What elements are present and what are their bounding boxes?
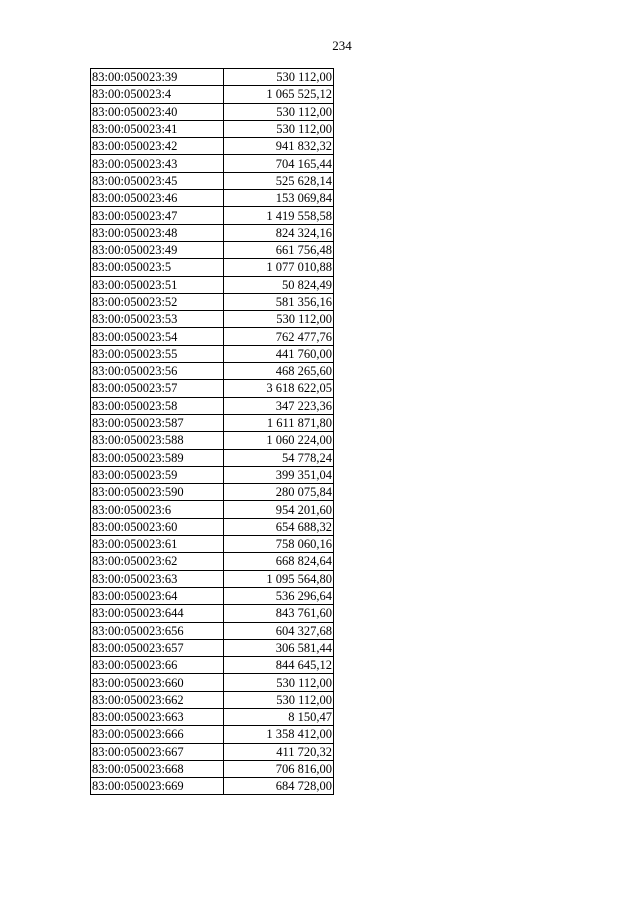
cadastral-number-cell: 83:00:050023:5 bbox=[91, 259, 224, 276]
cadastral-number-cell: 83:00:050023:660 bbox=[91, 674, 224, 691]
table-row bbox=[91, 466, 334, 483]
cadastral-number-cell: 83:00:050023:48 bbox=[91, 224, 224, 241]
table-row bbox=[91, 397, 334, 414]
cadastral-value-cell: 1 065 525,12 bbox=[224, 86, 334, 103]
table-row bbox=[91, 380, 334, 397]
table-row bbox=[91, 103, 334, 120]
cadastral-value-cell: 3 618 622,05 bbox=[224, 380, 334, 397]
cadastral-number-cell: 83:00:050023:66 bbox=[91, 657, 224, 674]
table-row bbox=[91, 639, 334, 656]
cadastral-number-cell: 83:00:050023:669 bbox=[91, 778, 224, 795]
cadastral-value-cell: 530 112,00 bbox=[224, 120, 334, 137]
cadastral-number-cell: 83:00:050023:60 bbox=[91, 518, 224, 535]
table-row bbox=[91, 155, 334, 172]
table-row bbox=[91, 138, 334, 155]
cadastral-value-cell: 581 356,16 bbox=[224, 293, 334, 310]
cadastral-number-cell: 83:00:050023:40 bbox=[91, 103, 224, 120]
cadastral-number-cell: 83:00:050023:41 bbox=[91, 120, 224, 137]
table-row bbox=[91, 207, 334, 224]
cadastral-number-cell: 83:00:050023:56 bbox=[91, 363, 224, 380]
table-row bbox=[91, 432, 334, 449]
cadastral-value-cell: 954 201,60 bbox=[224, 501, 334, 518]
cadastral-number-cell: 83:00:050023:51 bbox=[91, 276, 224, 293]
cadastral-number-cell: 83:00:050023:667 bbox=[91, 743, 224, 760]
table-row bbox=[91, 293, 334, 310]
cadastral-number-cell: 83:00:050023:53 bbox=[91, 311, 224, 328]
cadastral-value-cell: 1 611 871,80 bbox=[224, 414, 334, 431]
cadastral-number-cell: 83:00:050023:49 bbox=[91, 241, 224, 258]
table-row bbox=[91, 86, 334, 103]
table-row bbox=[91, 276, 334, 293]
cadastral-value-cell: 441 760,00 bbox=[224, 345, 334, 362]
cadastral-value-cell: 706 816,00 bbox=[224, 760, 334, 777]
cadastral-number-cell: 83:00:050023:64 bbox=[91, 587, 224, 604]
table-row bbox=[91, 311, 334, 328]
page-number: 234 bbox=[332, 38, 352, 53]
cadastral-value-cell: 54 778,24 bbox=[224, 449, 334, 466]
cadastral-value-cell: 50 824,49 bbox=[224, 276, 334, 293]
cadastral-number-cell: 83:00:050023:588 bbox=[91, 432, 224, 449]
table-row bbox=[91, 69, 334, 86]
table-row bbox=[91, 657, 334, 674]
cadastral-value-cell: 306 581,44 bbox=[224, 639, 334, 656]
cadastral-value-cell: 704 165,44 bbox=[224, 155, 334, 172]
cadastral-value-cell: 468 265,60 bbox=[224, 363, 334, 380]
cadastral-number-cell: 83:00:050023:657 bbox=[91, 639, 224, 656]
cadastral-number-cell: 83:00:050023:39 bbox=[91, 69, 224, 86]
table-row bbox=[91, 708, 334, 725]
cadastral-value-cell: 411 720,32 bbox=[224, 743, 334, 760]
table-row bbox=[91, 587, 334, 604]
cadastral-value-cell: 824 324,16 bbox=[224, 224, 334, 241]
cadastral-value-cell: 530 112,00 bbox=[224, 674, 334, 691]
cadastral-value-cell: 604 327,68 bbox=[224, 622, 334, 639]
cadastral-number-cell: 83:00:050023:59 bbox=[91, 466, 224, 483]
cadastral-number-cell: 83:00:050023:644 bbox=[91, 605, 224, 622]
table-row bbox=[91, 518, 334, 535]
table-row bbox=[91, 536, 334, 553]
cadastral-value-cell: 1 077 010,88 bbox=[224, 259, 334, 276]
cadastral-number-cell: 83:00:050023:662 bbox=[91, 691, 224, 708]
cadastral-value-cell: 668 824,64 bbox=[224, 553, 334, 570]
cadastral-value-cell: 530 112,00 bbox=[224, 311, 334, 328]
table-row bbox=[91, 501, 334, 518]
cadastral-number-cell: 83:00:050023:590 bbox=[91, 484, 224, 501]
table-row bbox=[91, 726, 334, 743]
cadastral-number-cell: 83:00:050023:589 bbox=[91, 449, 224, 466]
cadastral-value-cell: 530 112,00 bbox=[224, 691, 334, 708]
cadastral-number-cell: 83:00:050023:57 bbox=[91, 380, 224, 397]
cadastral-number-cell: 83:00:050023:62 bbox=[91, 553, 224, 570]
table-row bbox=[91, 190, 334, 207]
cadastral-value-cell: 530 112,00 bbox=[224, 103, 334, 120]
cadastral-value-cell: 684 728,00 bbox=[224, 778, 334, 795]
table-row bbox=[91, 605, 334, 622]
cadastral-number-cell: 83:00:050023:4 bbox=[91, 86, 224, 103]
cadastral-value-cell: 280 075,84 bbox=[224, 484, 334, 501]
cadastral-value-table bbox=[90, 68, 334, 795]
cadastral-number-cell: 83:00:050023:45 bbox=[91, 172, 224, 189]
cadastral-number-cell: 83:00:050023:6 bbox=[91, 501, 224, 518]
table-row bbox=[91, 674, 334, 691]
cadastral-value-cell: 654 688,32 bbox=[224, 518, 334, 535]
cadastral-number-cell: 83:00:050023:52 bbox=[91, 293, 224, 310]
cadastral-number-cell: 83:00:050023:54 bbox=[91, 328, 224, 345]
cadastral-number-cell: 83:00:050023:42 bbox=[91, 138, 224, 155]
cadastral-value-cell: 758 060,16 bbox=[224, 536, 334, 553]
table-row bbox=[91, 259, 334, 276]
table-row bbox=[91, 345, 334, 362]
table-row bbox=[91, 328, 334, 345]
cadastral-value-cell: 530 112,00 bbox=[224, 69, 334, 86]
cadastral-value-cell: 844 645,12 bbox=[224, 657, 334, 674]
table-row bbox=[91, 241, 334, 258]
table-row bbox=[91, 414, 334, 431]
cadastral-value-cell: 1 095 564,80 bbox=[224, 570, 334, 587]
cadastral-number-cell: 83:00:050023:47 bbox=[91, 207, 224, 224]
cadastral-value-cell: 1 358 412,00 bbox=[224, 726, 334, 743]
table-row bbox=[91, 484, 334, 501]
cadastral-value-cell: 536 296,64 bbox=[224, 587, 334, 604]
cadastral-value-cell: 1 060 224,00 bbox=[224, 432, 334, 449]
cadastral-value-cell: 661 756,48 bbox=[224, 241, 334, 258]
cadastral-number-cell: 83:00:050023:46 bbox=[91, 190, 224, 207]
cadastral-number-cell: 83:00:050023:63 bbox=[91, 570, 224, 587]
cadastral-number-cell: 83:00:050023:43 bbox=[91, 155, 224, 172]
table-row bbox=[91, 120, 334, 137]
cadastral-value-cell: 525 628,14 bbox=[224, 172, 334, 189]
cadastral-number-cell: 83:00:050023:587 bbox=[91, 414, 224, 431]
cadastral-value-cell: 843 761,60 bbox=[224, 605, 334, 622]
table-row bbox=[91, 778, 334, 795]
cadastral-number-cell: 83:00:050023:663 bbox=[91, 708, 224, 725]
cadastral-value-cell: 8 150,47 bbox=[224, 708, 334, 725]
table-row bbox=[91, 363, 334, 380]
cadastral-value-cell: 153 069,84 bbox=[224, 190, 334, 207]
cadastral-value-cell: 1 419 558,58 bbox=[224, 207, 334, 224]
cadastral-number-cell: 83:00:050023:666 bbox=[91, 726, 224, 743]
cadastral-value-cell: 347 223,36 bbox=[224, 397, 334, 414]
cadastral-number-cell: 83:00:050023:61 bbox=[91, 536, 224, 553]
table-row bbox=[91, 172, 334, 189]
cadastral-value-cell: 762 477,76 bbox=[224, 328, 334, 345]
cadastral-value-cell: 941 832,32 bbox=[224, 138, 334, 155]
table-row bbox=[91, 449, 334, 466]
table-row bbox=[91, 553, 334, 570]
cadastral-number-cell: 83:00:050023:55 bbox=[91, 345, 224, 362]
table-row bbox=[91, 224, 334, 241]
cadastral-number-cell: 83:00:050023:58 bbox=[91, 397, 224, 414]
table-row bbox=[91, 760, 334, 777]
cadastral-number-cell: 83:00:050023:656 bbox=[91, 622, 224, 639]
table-row bbox=[91, 691, 334, 708]
table-row bbox=[91, 622, 334, 639]
table-body bbox=[91, 69, 334, 795]
cadastral-value-cell: 399 351,04 bbox=[224, 466, 334, 483]
table-row bbox=[91, 743, 334, 760]
table-row bbox=[91, 570, 334, 587]
cadastral-number-cell: 83:00:050023:668 bbox=[91, 760, 224, 777]
